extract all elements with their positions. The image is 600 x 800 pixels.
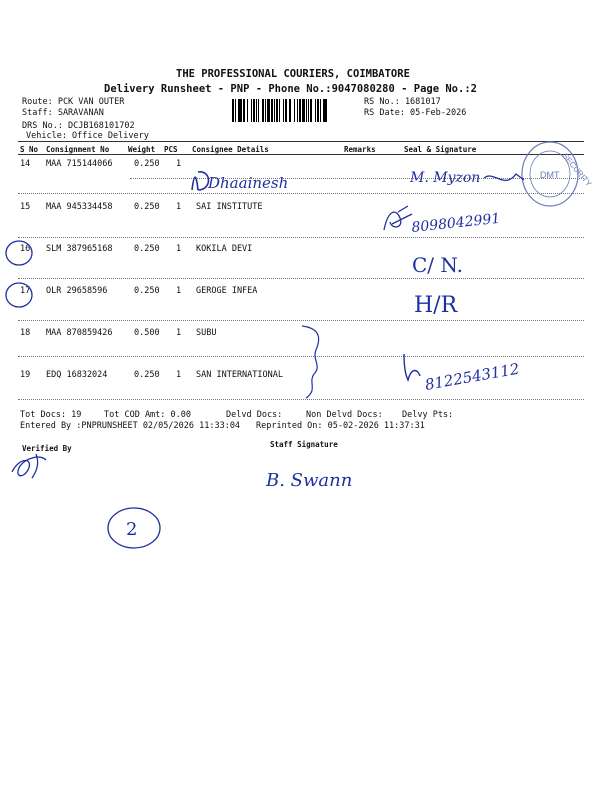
row-sno: 16 [20, 244, 31, 254]
row-pcs: 1 [176, 286, 182, 296]
svg-text:H/R: H/R [414, 293, 458, 318]
svg-text:DMT: DMT [540, 170, 560, 180]
barcode-bar [324, 99, 327, 122]
row15-handwritten-phone [378, 200, 518, 244]
row17-handwritten-note [412, 286, 472, 324]
delivered-docs: Delvd Docs: [226, 410, 283, 420]
non-delivered-docs: Non Delvd Docs: [306, 410, 383, 420]
rs-number: RS No.: 1681017 [364, 97, 441, 107]
svg-text:8098042991: 8098042991 [410, 210, 502, 236]
row-pcs: 1 [176, 202, 182, 212]
row-consignment: EDQ 16832024 [46, 370, 108, 380]
circled-page-number [104, 504, 164, 556]
row14-handwritten-signature [404, 160, 534, 200]
row-pcs: 1 [176, 328, 182, 338]
staff-signature [264, 458, 374, 498]
svg-text:M. Myzon: M. Myzon [410, 170, 481, 186]
row-consignment: SLM 387965168 [46, 244, 113, 254]
col-seal-signature: Seal & Signature [404, 145, 477, 154]
row-consignee: KOKILA DEVI [196, 244, 253, 254]
col-consignment: Consignment No [46, 145, 110, 154]
staff-signature-label: Staff Signature [270, 440, 338, 449]
svg-text:B. Swann: B. Swann [266, 470, 353, 491]
row-consignee: GEROGE INFEA [196, 286, 258, 296]
row-weight: 0.500 [134, 328, 160, 338]
row-consignment: OLR 29658596 [46, 286, 108, 296]
row-pcs: 1 [176, 370, 182, 380]
row16-handwritten-note [410, 248, 470, 282]
row-weight: 0.250 [134, 244, 160, 254]
bracket-mark [296, 322, 336, 406]
row-consignee: SUBU [196, 328, 217, 338]
drs-number: DRS No.: DCJB168101702 [22, 121, 135, 131]
row-sno: 15 [20, 202, 31, 212]
col-consignee: Consignee Details [192, 145, 269, 154]
row-weight: 0.250 [134, 370, 160, 380]
staff-label: Staff: SARAVANAN [22, 108, 104, 118]
row-sno: 18 [20, 328, 31, 338]
barcode [232, 99, 327, 122]
verified-by-signature [6, 448, 66, 488]
row-consignee: SAN INTERNATIONAL [196, 370, 283, 380]
entered-by: Entered By :PNPRUNSHEET 02/05/2026 11:33:04 [20, 421, 241, 431]
row17-circle-mark [4, 280, 34, 314]
rs-date: RS Date: 05-Feb-2026 [364, 108, 467, 118]
svg-text:SECURITY: SECURITY [560, 151, 594, 189]
table-header-bottom-rule [18, 154, 584, 155]
row-sno: 17 [20, 286, 31, 296]
row-separator [18, 278, 584, 279]
row-consignment: MAA 870859426 [46, 328, 113, 338]
row-consignment: MAA 715144066 [46, 159, 113, 169]
table-header-top-rule [18, 141, 584, 142]
company-title: THE PROFESSIONAL COURIERS, COIMBATORE [176, 68, 410, 80]
row-weight: 0.250 [134, 202, 160, 212]
row16-circle-mark [4, 238, 34, 272]
route-label: Route: PCK VAN OUTER [22, 97, 125, 107]
row-weight: 0.250 [134, 286, 160, 296]
col-sno: S No [20, 145, 39, 154]
row-pcs: 1 [176, 244, 182, 254]
col-remarks: Remarks [344, 145, 376, 154]
total-cod-amount: Tot COD Amt: 0.00 [104, 410, 191, 420]
row-pcs: 1 [176, 159, 182, 169]
runsheet-subtitle: Delivery Runsheet - PNP - Phone No.:9047080280 - Page No.:2 [104, 83, 477, 95]
row19-handwritten-phone [396, 346, 546, 400]
reprinted-on: Reprinted On: 05-02-2026 11:37:31 [256, 421, 425, 431]
row-consignment: MAA 945334458 [46, 202, 113, 212]
row-weight: 0.250 [134, 159, 160, 169]
svg-text:2: 2 [126, 519, 138, 540]
col-pcs: PCS [164, 145, 178, 154]
row14-handwritten-name [188, 166, 298, 200]
svg-text:Dhaainesh: Dhaainesh [208, 174, 289, 192]
vehicle-label: Vehicle: Office Delivery [26, 131, 149, 141]
svg-text:C/ N.: C/ N. [412, 253, 463, 277]
total-docs: Tot Docs: 19 [20, 410, 82, 420]
row-sno: 19 [20, 370, 31, 380]
row-consignee: SAI INSTITUTE [196, 202, 263, 212]
row-sno: 14 [20, 159, 31, 169]
verified-by-label: Verified By [22, 444, 72, 453]
svg-text:8122543112: 8122543112 [423, 359, 521, 394]
delivery-points: Delvy Pts: [402, 410, 454, 420]
row-separator [18, 320, 584, 321]
col-weight: Weight [128, 145, 156, 154]
